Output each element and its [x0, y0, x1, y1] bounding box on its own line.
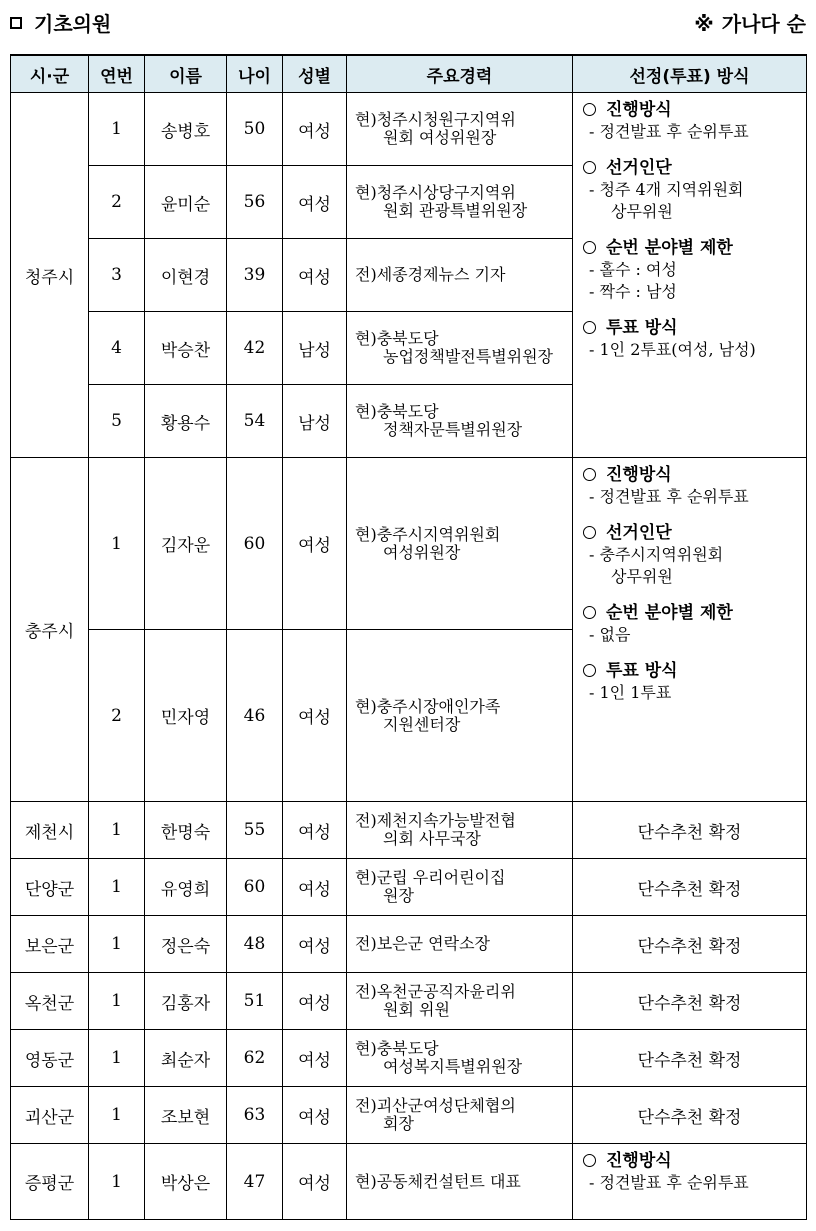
method-cell: 단수추천 확정 — [573, 973, 807, 1030]
number-cell: 1 — [89, 93, 145, 166]
circle-bullet-icon — [583, 664, 596, 677]
method-cell — [573, 458, 807, 802]
table-row — [11, 93, 807, 166]
age-cell: 54 — [227, 385, 283, 458]
career-cell — [347, 916, 573, 973]
number-cell: 2 — [89, 166, 145, 239]
career-cell — [347, 973, 573, 1030]
section-title-text: 기초의원 — [34, 12, 112, 36]
method-line: - 정견발표 후 순위투표 — [589, 122, 749, 141]
age-cell: 56 — [227, 166, 283, 239]
career-cell — [347, 1087, 573, 1144]
career-line: 현)충북도당 — [355, 329, 439, 348]
gender-cell: 여성 — [283, 859, 347, 916]
gender-cell: 여성 — [283, 630, 347, 802]
method-line: - 1인 2투표(여성, 남성) — [589, 340, 756, 359]
career-line: 전)괴산군여성단체협의 — [355, 1096, 516, 1115]
method-cell: 단수추천 확정 — [573, 802, 807, 859]
career-cell — [347, 93, 573, 166]
career-line: 현)충북도당 — [355, 402, 439, 421]
career-line: 현)군립 우리어린이집 — [355, 868, 506, 887]
gender-cell: 여성 — [283, 973, 347, 1030]
career-cell — [347, 1030, 573, 1087]
number-cell: 1 — [89, 859, 145, 916]
career-line: 현)충주시장애인가족 — [355, 696, 501, 716]
circle-bullet-icon — [583, 468, 596, 481]
method-cell — [573, 1144, 807, 1220]
method-heading — [583, 317, 806, 339]
career-line: 원회 위원 — [383, 1000, 450, 1019]
name-cell: 최순자 — [145, 1030, 227, 1087]
reference-mark-icon: ※ — [694, 12, 714, 36]
circle-bullet-icon — [583, 606, 596, 619]
career-line: 농업정책발전특별위원장 — [383, 347, 554, 366]
method-heading — [583, 99, 806, 121]
career-cell — [347, 1144, 573, 1220]
age-cell: 50 — [227, 93, 283, 166]
method-cell — [573, 93, 807, 458]
method-line: - 짝수 : 남성 — [589, 282, 677, 301]
career-cell — [347, 385, 573, 458]
name-cell: 박승찬 — [145, 312, 227, 385]
table-header-row — [11, 55, 807, 93]
method-heading — [583, 602, 806, 624]
circle-bullet-icon — [583, 526, 596, 539]
method-line: 상무위원 — [611, 567, 673, 586]
method-heading-text: 진행방식 — [606, 1151, 672, 1171]
name-cell: 한명숙 — [145, 802, 227, 859]
career-cell — [347, 458, 573, 630]
method-line: - 청주 4개 지역위원회 — [589, 180, 744, 199]
region-cell: 단양군 — [11, 859, 89, 916]
career-cell — [347, 630, 573, 802]
gender-cell: 여성 — [283, 93, 347, 166]
sort-note-text: 가나다 순 — [721, 12, 806, 36]
age-cell: 63 — [227, 1087, 283, 1144]
name-cell: 민자영 — [145, 630, 227, 802]
career-line: 여성복지특별위원장 — [383, 1057, 523, 1076]
method-heading — [583, 237, 806, 259]
career-line: 회장 — [383, 1114, 414, 1133]
career-line: 현)공동체컨설턴트 대표 — [355, 1171, 521, 1191]
number-cell: 1 — [89, 973, 145, 1030]
method-heading-text: 선거인단 — [606, 158, 672, 178]
method-heading — [583, 464, 806, 486]
column-header: 주요경력 — [347, 55, 573, 93]
career-line: 원회 관광특별위원장 — [383, 201, 528, 220]
gender-cell: 남성 — [283, 385, 347, 458]
name-cell: 김자운 — [145, 458, 227, 630]
section-title — [10, 8, 111, 37]
career-line: 현)청주시청원구지역위 — [355, 110, 516, 129]
number-cell: 1 — [89, 458, 145, 630]
career-cell — [347, 312, 573, 385]
number-cell: 1 — [89, 802, 145, 859]
number-cell: 1 — [89, 1144, 145, 1220]
number-cell: 2 — [89, 630, 145, 802]
age-cell: 42 — [227, 312, 283, 385]
method-line: - 홀수 : 여성 — [589, 260, 677, 279]
region-cell: 옥천군 — [11, 973, 89, 1030]
name-cell: 박상은 — [145, 1144, 227, 1220]
gender-cell: 여성 — [283, 1030, 347, 1087]
gender-cell: 여성 — [283, 802, 347, 859]
method-heading-text: 투표 방식 — [606, 318, 678, 338]
career-line: 원장 — [383, 886, 414, 905]
career-line: 원회 여성위원장 — [383, 128, 497, 147]
column-header: 연번 — [89, 55, 145, 93]
table-row — [11, 1087, 807, 1144]
method-heading-text: 순번 분야별 제한 — [606, 238, 733, 258]
name-cell: 이현경 — [145, 239, 227, 312]
method-cell: 단수추천 확정 — [573, 859, 807, 916]
career-cell — [347, 859, 573, 916]
method-heading — [583, 1150, 806, 1172]
career-line: 전)제천지속가능발전협 — [355, 811, 516, 830]
column-header: 이름 — [145, 55, 227, 93]
method-line: - 1인 1투표 — [589, 683, 672, 702]
number-cell: 5 — [89, 385, 145, 458]
circle-bullet-icon — [583, 103, 596, 116]
table-row — [11, 1144, 807, 1220]
age-cell: 47 — [227, 1144, 283, 1220]
age-cell: 60 — [227, 859, 283, 916]
method-group — [583, 237, 806, 303]
name-cell: 황용수 — [145, 385, 227, 458]
number-cell: 4 — [89, 312, 145, 385]
method-heading — [583, 157, 806, 179]
method-line: - 정견발표 후 순위투표 — [589, 1173, 749, 1192]
circle-bullet-icon — [583, 321, 596, 334]
gender-cell: 여성 — [283, 916, 347, 973]
method-line: 상무위원 — [611, 202, 673, 221]
table-row — [11, 1030, 807, 1087]
table-row — [11, 973, 807, 1030]
career-cell — [347, 166, 573, 239]
gender-cell: 남성 — [283, 312, 347, 385]
age-cell: 39 — [227, 239, 283, 312]
career-line: 현)충주시지역위원회 — [355, 524, 501, 544]
region-cell: 증평군 — [11, 1144, 89, 1220]
region-cell: 제천시 — [11, 802, 89, 859]
method-heading-text: 진행방식 — [606, 465, 672, 485]
region-cell: 청주시 — [11, 93, 89, 458]
method-heading-text: 선거인단 — [606, 523, 672, 543]
method-group — [583, 464, 806, 508]
career-line: 지원센터장 — [383, 714, 461, 734]
age-cell: 51 — [227, 973, 283, 1030]
number-cell: 1 — [89, 916, 145, 973]
method-heading — [583, 660, 806, 682]
region-cell: 충주시 — [11, 458, 89, 802]
method-cell: 단수추천 확정 — [573, 1030, 807, 1087]
career-line: 전)보은군 연락소장 — [355, 934, 490, 953]
column-header: 시·군 — [11, 55, 89, 93]
career-line: 여성위원장 — [383, 542, 461, 562]
age-cell: 48 — [227, 916, 283, 973]
square-bullet-icon — [10, 17, 22, 29]
method-group — [583, 157, 806, 223]
career-line: 현)청주시상당구지역위 — [355, 183, 516, 202]
method-group — [583, 660, 806, 704]
circle-bullet-icon — [583, 1154, 596, 1167]
method-line: - 없음 — [589, 625, 631, 644]
method-line: - 정견발표 후 순위투표 — [589, 487, 749, 506]
column-header: 선정(투표) 방식 — [573, 55, 807, 93]
gender-cell: 여성 — [283, 239, 347, 312]
career-line: 현)충북도당 — [355, 1039, 439, 1058]
candidate-table — [10, 54, 807, 1220]
method-cell: 단수추천 확정 — [573, 916, 807, 973]
method-group — [583, 317, 806, 361]
number-cell: 1 — [89, 1030, 145, 1087]
method-cell: 단수추천 확정 — [573, 1087, 807, 1144]
name-cell: 유영희 — [145, 859, 227, 916]
table-row — [11, 916, 807, 973]
gender-cell: 여성 — [283, 166, 347, 239]
career-line: 정책자문특별위원장 — [383, 420, 523, 439]
table-row — [11, 458, 807, 630]
method-line: - 충주시지역위원회 — [589, 545, 724, 564]
gender-cell: 여성 — [283, 1087, 347, 1144]
method-group — [583, 99, 806, 143]
column-header: 성별 — [283, 55, 347, 93]
name-cell: 조보현 — [145, 1087, 227, 1144]
name-cell: 김홍자 — [145, 973, 227, 1030]
section-heading — [10, 8, 806, 40]
career-line: 전)옥천군공직자윤리위 — [355, 982, 516, 1001]
name-cell: 윤미순 — [145, 166, 227, 239]
age-cell: 62 — [227, 1030, 283, 1087]
career-line: 의회 사무국장 — [383, 829, 481, 848]
method-group — [583, 522, 806, 588]
circle-bullet-icon — [583, 161, 596, 174]
method-heading-text: 투표 방식 — [606, 661, 678, 681]
region-cell: 보은군 — [11, 916, 89, 973]
method-heading-text: 진행방식 — [606, 100, 672, 120]
table-row — [11, 859, 807, 916]
method-group — [583, 1150, 806, 1194]
gender-cell: 여성 — [283, 1144, 347, 1220]
number-cell: 3 — [89, 239, 145, 312]
gender-cell: 여성 — [283, 458, 347, 630]
number-cell: 1 — [89, 1087, 145, 1144]
table-row — [11, 802, 807, 859]
method-heading — [583, 522, 806, 544]
career-line: 전)세종경제뉴스 기자 — [355, 265, 506, 284]
name-cell: 송병호 — [145, 93, 227, 166]
career-cell — [347, 802, 573, 859]
sort-note — [694, 8, 806, 37]
career-cell — [347, 239, 573, 312]
column-header: 나이 — [227, 55, 283, 93]
method-heading-text: 순번 분야별 제한 — [606, 603, 733, 623]
region-cell: 괴산군 — [11, 1087, 89, 1144]
age-cell: 55 — [227, 802, 283, 859]
age-cell: 46 — [227, 630, 283, 802]
region-cell: 영동군 — [11, 1030, 89, 1087]
name-cell: 정은숙 — [145, 916, 227, 973]
circle-bullet-icon — [583, 241, 596, 254]
method-group — [583, 602, 806, 646]
age-cell: 60 — [227, 458, 283, 630]
